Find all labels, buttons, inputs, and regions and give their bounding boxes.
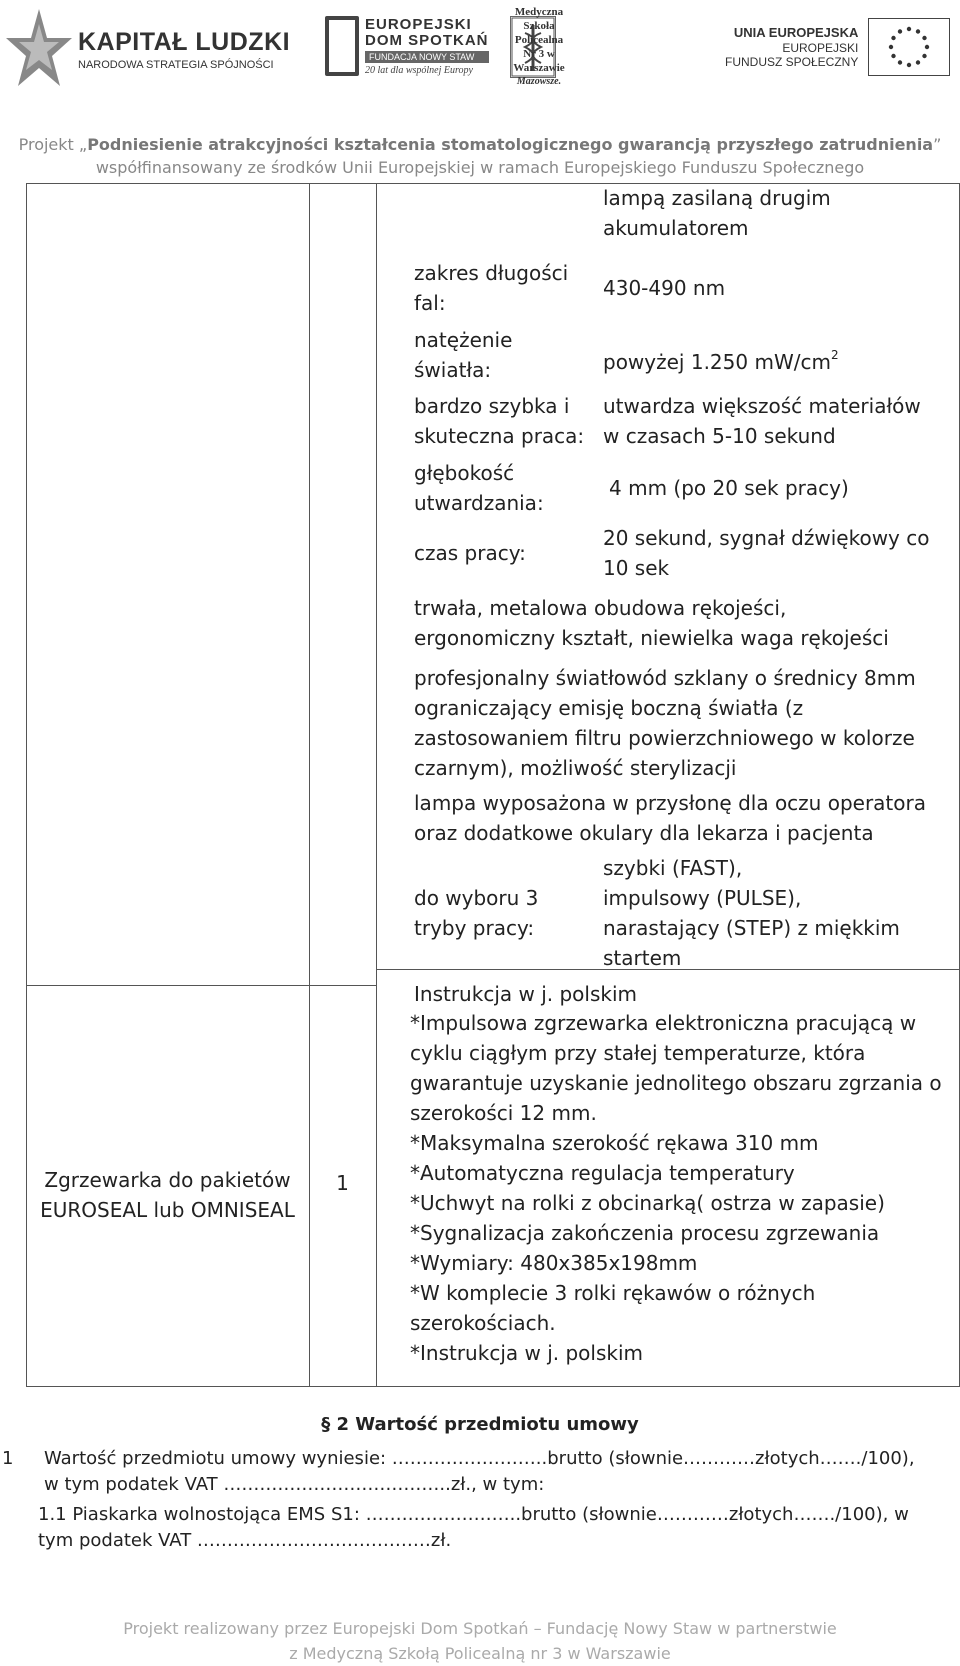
eu-flag-icon [868,18,950,76]
fiber-line-3: zastosowaniem filtru powierzchniowego w kolorze [414,726,915,750]
msp3-logo [510,6,568,87]
spec-value-depth: 4 mm (po 20 sek pracy) [609,476,849,500]
ue-line3: FUNDUSZ SPOŁECZNY [725,55,859,69]
msp-line4: Mazowsze. [516,76,562,87]
lamp-continuation-2: akumulatorem [603,216,749,240]
spec-value-wavelength: 430-490 nm [603,276,726,300]
header-logos [0,0,960,110]
modes-value-3: narastający (STEP) z miękkim [603,916,900,940]
footer-line-2: z Medyczną Szkołą Policealną nr 3 w Warszawie [289,1644,671,1663]
sealer-desc-line: *W komplecie 3 rolki rękawów o różnych [410,1281,816,1305]
ue-line2: EUROPEJSKI [782,41,859,55]
row-divider-left [26,985,376,986]
modes-value-1: szybki (FAST), [603,856,743,880]
section-title: § 2 Wartość przedmiotu umowy [321,1414,639,1435]
sealer-desc-line: gwarantuje uzyskanie jednolitego obszaru zgrzania o [410,1071,942,1095]
sealer-desc-line: *Maksymalna szerokość rękawa 310 mm [410,1131,819,1155]
footer-line-1: Projekt realizowany przez Europejski Dom Spotkań – Fundację Nowy Staw w partnerstwie [123,1619,837,1638]
spec-label-depth-1: głębokość [414,461,515,485]
eds-line3: FUNDACJA NOWY STAW [365,51,489,63]
project-cofinance: współfinansowany ze środków Unii Europejskiej w ramach Europejskiego Funduszu Społecznego [95,158,865,177]
shield-line-2: oraz dodatkowe okulary dla lekarza i pacjenta [414,821,874,845]
fiber-line-4: czarnym), możliwość sterylizacji [414,756,737,780]
table-border-bottom [26,1386,960,1387]
intensity-text: powyżej 1.250 mW/cm [603,350,831,374]
spec-label-worktime: czas pracy: [414,541,526,565]
spec-value-speed-2: w czasach 5-10 sekund [603,424,836,448]
paragraph-1-line-2: w tym podatek VAT ………………………………..zł., w tym: [44,1474,545,1495]
spec-value-worktime-2: 10 sek [603,556,670,580]
housing-line-2: ergonomiczny kształt, niewielka waga rękojeści [414,626,889,650]
star-logo-icon [4,4,74,94]
fiber-line-2: ograniczający emisję boczną światła (z [414,696,804,720]
eu-efs-logo [725,18,950,76]
sealer-name-2: EUROSEAL lub OMNISEAL [40,1198,295,1222]
eds-line1: EUROPEJSKI [365,15,472,33]
paragraph-1-line-1: Wartość przedmiotu umowy wyniesie: ……………………..brutto (słownie…………złotych……./100), [44,1448,915,1469]
kapital-ludzki-subtitle: NARODOWA STRATEGIA SPÓJNOŚCI [78,58,274,71]
ue-line1: UNIA EUROPEJSKA [733,25,859,40]
spec-value-worktime-1: 20 sekund, sygnał dźwiękowy co [603,526,930,550]
paragraph-2-line-2: tym podatek VAT …………………………………zł. [38,1530,452,1551]
page-footer [0,1616,960,1666]
sealer-desc-line: *Sygnalizacja zakończenia procesu zgrzewania [410,1221,880,1245]
spec-value-intensity [603,340,839,377]
modes-value-2: impulsowy (PULSE), [603,886,802,910]
project-prefix: Projekt „ [18,135,88,154]
europejski-dom-spotkan-logo [325,16,489,76]
intensity-superscript: 2 [830,348,839,362]
eds-mark-icon [325,16,359,76]
sealer-desc-line: cyklu ciągłym przy stałej temperaturze, która [410,1041,866,1065]
table-divider-1 [309,183,310,1387]
paragraph-number: 1 [2,1448,14,1469]
sealer-name-1: Zgrzewarka do pakietów [44,1168,291,1192]
spec-value-speed-1: utwardza większość materiałów [603,394,921,418]
modes-label-2: tryby pracy: [414,916,535,940]
spec-label-wavelength-1: zakres długości [414,261,569,285]
fiber-line-1: profesjonalny światłowód szklany o średnicy 8mm [414,666,916,690]
sealer-desc-line: *Wymiary: 480x385x198mm [410,1251,698,1275]
lamp-continuation-1: lampą zasilaną drugim [603,186,831,210]
lamp-manual: Instrukcja w j. polskim [414,982,637,1006]
eds-line4: 20 lat dla wspólnej Europy [365,64,473,76]
modes-label-1: do wyboru 3 [414,886,539,910]
table-divider-2 [376,183,377,1387]
sealer-desc-line: szerokości 12 mm. [410,1101,597,1125]
project-title: Podniesienie atrakcyjności kształcenia stomatologicznego gwarancją przyszłego zatrudnienia [87,135,934,154]
shield-line-1: lampa wyposażona w przysłonę dla oczu operatora [414,791,926,815]
housing-line-1: trwała, metalowa obudowa rękojeści, [414,596,787,620]
spec-label-depth-2: utwardzania: [414,491,544,515]
spec-table [26,183,960,1387]
sealer-desc-line: *Uchwyt na rolki z obcinarką( ostrza w zapasie) [410,1191,885,1215]
spec-label-speed-2: skuteczna praca: [414,424,585,448]
spec-label-speed-1: bardzo szybka i [414,394,570,418]
msp-line2: Szkoła Policealna [514,20,564,46]
kapital-ludzki-title: KAPITAŁ LUDZKI [78,27,291,56]
msp-line1: Medyczna [514,6,564,18]
modes-value-4: startem [603,946,682,970]
paragraph-2-line-1: 1.1 Piaskarka wolnostojąca EMS S1: ……………………..brutto (słownie…………złotych……./100), w [38,1504,909,1525]
sealer-desc-line: *Impulsowa zgrzewarka elektroniczna pracującą w [410,1011,917,1035]
sealer-desc-line: szerokościach. [410,1311,556,1335]
project-suffix: ” [933,135,942,154]
spec-label-intensity-1: natężenie [414,328,513,352]
sealer-desc-line: *Automatyczna regulacja temperatury [410,1161,795,1185]
spec-label-intensity-2: światła: [414,358,492,382]
msp-line3: Nr 3 w Warszawie [513,48,565,74]
sealer-quantity: 1 [336,1171,349,1195]
project-header [0,133,960,179]
sealer-desc-line: *Instrukcja w j. polskim [410,1341,643,1365]
eds-line2: DOM SPOTKAŃ [365,31,489,49]
spec-label-wavelength-2: fal: [414,291,446,315]
kapital-ludzki-logo [4,4,290,94]
